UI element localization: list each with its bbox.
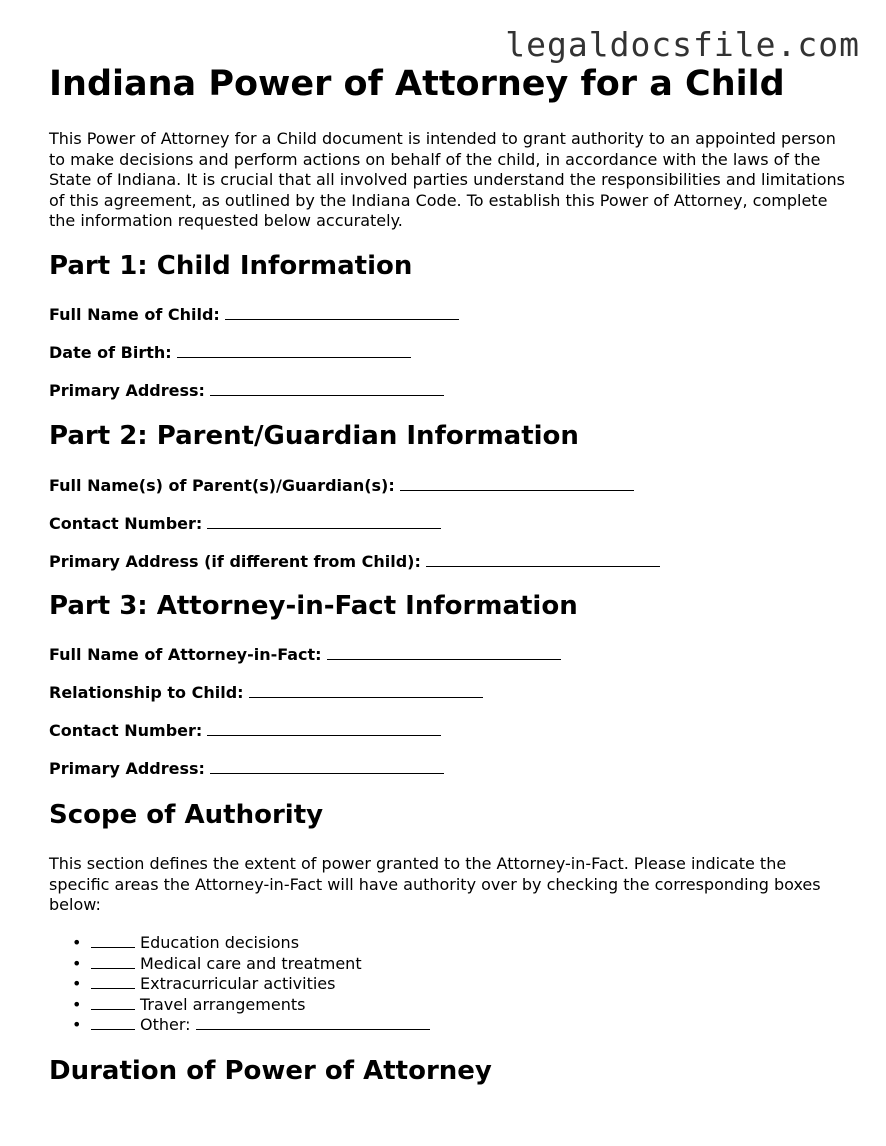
field-label: Date of Birth: (49, 343, 172, 362)
relationship-input[interactable] (249, 683, 483, 698)
part3-heading: Part 3: Attorney-in-Fact Information (49, 591, 578, 621)
other-specify-input[interactable] (196, 1015, 430, 1030)
field-label: Primary Address: (49, 381, 205, 400)
part1-heading: Part 1: Child Information (49, 251, 413, 281)
scope-option-education (49, 933, 430, 954)
travel-checkbox-blank[interactable] (91, 995, 135, 1010)
bullet-icon: • (72, 1015, 82, 1035)
child-dob-field (49, 343, 411, 363)
watermark: legaldocsfile.com (505, 25, 860, 64)
parent-address-input[interactable] (426, 552, 660, 567)
scope-option-label: Travel arrangements (140, 994, 306, 1014)
parent-contact-field (49, 514, 441, 534)
child-address-input[interactable] (210, 381, 444, 396)
scope-option-label: Extracurricular activities (140, 974, 336, 994)
parent-contact-input[interactable] (207, 514, 441, 529)
scope-options-list (49, 933, 430, 1036)
field-label: Contact Number: (49, 514, 203, 533)
duration-heading: Duration of Power of Attorney (49, 1056, 492, 1086)
parent-names-field (49, 476, 634, 496)
medical-checkbox-blank[interactable] (91, 954, 135, 969)
part2-heading: Part 2: Parent/Guardian Information (49, 421, 579, 451)
field-label: Relationship to Child: (49, 683, 244, 702)
scope-description: This section defines the extent of power granted to the Attorney-in-Fact. Please indicate the specific areas the Attorney-in-Fact will have authority over by checking the corresponding boxes below: (49, 854, 821, 915)
scope-option-label: Education decisions (140, 933, 300, 952)
field-label: Full Name of Attorney-in-Fact: (49, 645, 322, 664)
bullet-icon: • (72, 974, 82, 994)
scope-option-extracurricular (49, 974, 430, 995)
intro-paragraph: This Power of Attorney for a Child document is intended to grant authority to an appointed person to make decisions and perform actions on behalf of the child, in accordance with the laws of the State of Indiana. It is crucial that all involved parties understand the responsibilities and limitations of this agreement, as outlined by the Indiana Code. To establish this Power of Attorney, complete the information requested below accurately. (49, 129, 846, 231)
attorney-contact-input[interactable] (207, 721, 441, 736)
bullet-icon: • (72, 953, 82, 973)
field-label: Full Name(s) of Parent(s)/Guardian(s): (49, 476, 395, 495)
scope-option-travel (49, 995, 430, 1016)
document-title: Indiana Power of Attorney for a Child (49, 64, 785, 104)
child-dob-input[interactable] (177, 343, 411, 358)
parent-names-input[interactable] (400, 476, 634, 491)
field-label: Full Name of Child: (49, 305, 220, 324)
scope-heading: Scope of Authority (49, 800, 324, 830)
scope-option-label: Medical care and treatment (140, 953, 362, 973)
attorney-contact-field (49, 721, 441, 741)
scope-option-medical (49, 954, 430, 975)
field-label: Contact Number: (49, 721, 203, 740)
other-checkbox-blank[interactable] (91, 1015, 135, 1030)
bullet-icon: • (72, 994, 82, 1014)
child-full-name-input[interactable] (225, 305, 459, 320)
parent-address-field (49, 552, 660, 572)
attorney-name-field (49, 645, 561, 665)
child-address-field (49, 381, 444, 401)
scope-option-label: Other: (140, 1015, 191, 1035)
field-label: Primary Address: (49, 759, 205, 778)
education-checkbox-blank[interactable] (91, 933, 135, 948)
bullet-icon: • (72, 933, 82, 952)
extracurricular-checkbox-blank[interactable] (91, 974, 135, 989)
attorney-address-input[interactable] (210, 759, 444, 774)
attorney-address-field (49, 759, 444, 779)
attorney-name-input[interactable] (327, 645, 561, 660)
field-label: Primary Address (if different from Child): (49, 552, 421, 571)
scope-option-other (49, 1015, 430, 1036)
child-full-name-field (49, 305, 459, 325)
relationship-field (49, 683, 483, 703)
